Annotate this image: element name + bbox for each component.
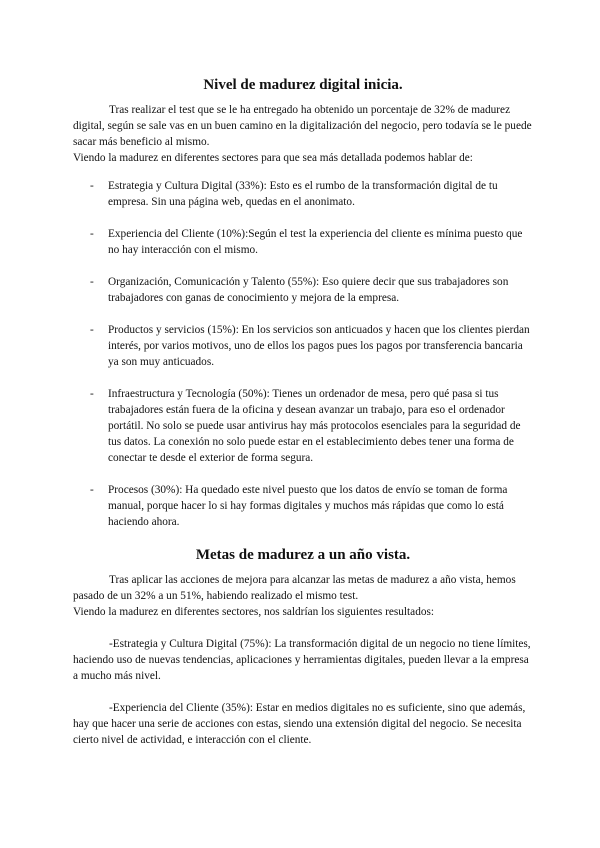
bullet-dash: - [90,276,94,288]
section2-intro: Tras aplicar las acciones de mejora para alcanzar las metas de madurez a año vista, hemos pasado de un 32% a un 51%, habiendo realizado el mismo test. [73,574,516,602]
list-item-text: Organización, Comunicación y Talento (55%): Eso quiere decir que sus trabajadores son trabajadores con ganas de conocimiento y mejora de la empresa. [108,276,509,304]
list-item-text: Procesos (30%): Ha quedado este nivel puesto que los datos de envío se toman de forma manual, porque hacer lo si hay formas digitales y muchos más rápidas que como lo está haciendo ahora. [108,484,508,528]
list-item-text: Productos y servicios (15%): En los servicios son anticuados y hacen que los clientes pierdan interés, por varios motivos, uno de ellos los pagos pues los pagos por transferencia bancaria ya son muy anticuados. [108,324,530,368]
bullet-dash: - [90,324,94,336]
section2 [73,546,533,748]
section1-intro: Tras realizar el test que se le ha entregado ha obtenido un porcentaje de 32% de madurez digital, según se sale vas en un buen camino en la digitalización del negocio, pero todavía se le puede sacar más beneficio al mismo. [73,104,532,148]
list-item-text: Experiencia del Cliente (10%):Según el test la experiencia del cliente es mínima puesto que no hay interacción con el mismo. [108,228,523,256]
section2-paragraph-strategy: -Estrategia y Cultura Digital (75%): La transformación digital de un negocio no tiene límites, haciendo uso de nuevas tendencias, aplicaciones y herramientas digitales, pueden llevar a la empresa a mucho más nivel. [73,638,531,682]
list-item [73,386,533,466]
list-item [73,274,533,306]
section2-paragraph-customer: -Experiencia del Cliente (35%): Estar en medios digitales no es suficiente, sino que además, hay que hacer una serie de acciones con estas, siendo una extensión digital del negocio. Se necesita cierto nivel de actividad, e interacción con el cliente. [73,702,526,746]
list-item [73,482,533,530]
maturity-list [73,178,533,530]
list-item-text: Infraestructura y Tecnología (50%): Tienes un ordenador de mesa, pero qué pasa si tus trabajadores están fuera de la oficina y desean avanzar un trabajo, para eso el ordenador portátil. No solo se puede usar antivirus hay más protocolos esenciales para la seguridad de tus datos. La conexión no solo puede estar en el establecimiento debes tener una forma de conectar te desde el exterior de forma segura. [108,388,521,464]
bullet-dash: - [90,388,94,400]
bullet-dash: - [90,484,94,496]
section1-title: Nivel de madurez digital inicia. [203,77,403,93]
section1-intro2: Viendo la madurez en diferentes sectores para que sea más detallada podemos hablar de: [73,152,473,164]
list-item [73,322,533,370]
document-body [73,76,533,748]
section2-intro2: Viendo la madurez en diferentes sectores, nos saldrían los siguientes resultados: [73,606,435,618]
bullet-dash: - [90,180,94,192]
list-item [73,226,533,258]
section2-title: Metas de madurez a un año vista. [195,547,411,563]
list-item-text: Estrategia y Cultura Digital (33%): Esto es el rumbo de la transformación digital de tu empresa. Sin una página web, quedas en el anonimato. [108,180,498,208]
list-item [73,178,533,210]
bullet-dash: - [90,228,94,240]
